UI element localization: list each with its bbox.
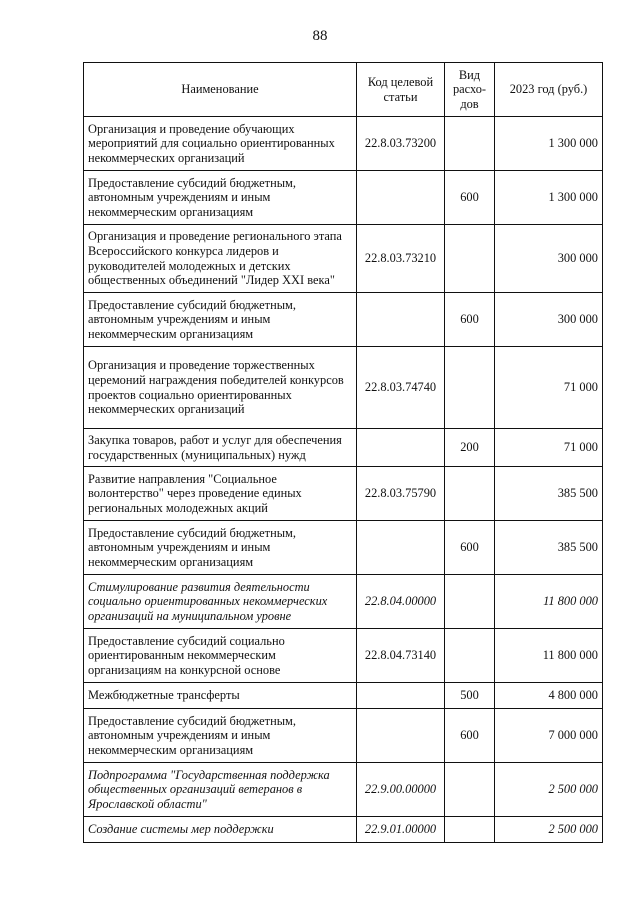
row-amount-cell: 11 800 000 xyxy=(495,629,603,683)
row-code-cell xyxy=(357,429,445,467)
header-type: Вид расхо-дов xyxy=(445,63,495,117)
table-row xyxy=(84,171,603,225)
table-row xyxy=(84,467,603,521)
row-type-cell xyxy=(445,629,495,683)
row-name-cell: Предоставление субсидий бюджетным, автономным учреждениям и иным некоммерческим организациям xyxy=(84,293,357,347)
header-amount: 2023 год (руб.) xyxy=(495,63,603,117)
row-name-cell: Предоставление субсидий бюджетным, автономным учреждениям и иным некоммерческим организациям xyxy=(84,709,357,763)
row-amount-cell: 11 800 000 xyxy=(495,575,603,629)
row-amount-cell: 300 000 xyxy=(495,293,603,347)
row-amount-cell: 71 000 xyxy=(495,429,603,467)
header-code: Код целевой статьи xyxy=(357,63,445,117)
row-amount-cell: 2 500 000 xyxy=(495,763,603,817)
row-code-cell: 22.9.00.00000 xyxy=(357,763,445,817)
row-code-cell: 22.8.03.74740 xyxy=(357,347,445,429)
table-row xyxy=(84,629,603,683)
table-row xyxy=(84,575,603,629)
row-type-cell xyxy=(445,817,495,843)
row-type-cell xyxy=(445,467,495,521)
row-type-cell xyxy=(445,225,495,293)
header-name: Наименование xyxy=(84,63,357,117)
row-name-cell: Организация и проведение обучающих мероприятий для социально ориентированных некоммерческих организаций xyxy=(84,117,357,171)
table-row xyxy=(84,347,603,429)
row-type-cell: 600 xyxy=(445,293,495,347)
row-code-cell: 22.9.01.00000 xyxy=(357,817,445,843)
row-code-cell: 22.8.03.75790 xyxy=(357,467,445,521)
table-row xyxy=(84,683,603,709)
row-code-cell xyxy=(357,709,445,763)
row-name-cell: Предоставление субсидий бюджетным, автономным учреждениям и иным некоммерческим организациям xyxy=(84,521,357,575)
row-name-cell: Предоставление субсидий бюджетным, автономным учреждениям и иным некоммерческим организациям xyxy=(84,171,357,225)
table-row xyxy=(84,429,603,467)
row-type-cell xyxy=(445,117,495,171)
row-name-cell: Межбюджетные трансферты xyxy=(84,683,357,709)
row-name-cell: Предоставление субсидий социально ориентированным некоммерческим организациям на конкурсной основе xyxy=(84,629,357,683)
table-body xyxy=(84,117,603,843)
row-amount-cell: 1 300 000 xyxy=(495,117,603,171)
row-amount-cell: 385 500 xyxy=(495,521,603,575)
row-code-cell xyxy=(357,293,445,347)
page-number: 88 xyxy=(312,28,328,44)
row-amount-cell: 7 000 000 xyxy=(495,709,603,763)
row-type-cell: 600 xyxy=(445,709,495,763)
row-type-cell xyxy=(445,763,495,817)
row-amount-cell: 4 800 000 xyxy=(495,683,603,709)
row-code-cell: 22.8.03.73200 xyxy=(357,117,445,171)
row-name-cell: Закупка товаров, работ и услуг для обеспечения государственных (муниципальных) нужд xyxy=(84,429,357,467)
row-code-cell xyxy=(357,683,445,709)
row-amount-cell: 71 000 xyxy=(495,347,603,429)
row-name-cell: Организация и проведение регионального этапа Всероссийского конкурса лидеров и руководителей молодежных и детских общественных объединений "Лидер XXI века" xyxy=(84,225,357,293)
row-name-cell: Развитие направления "Социальное волонтерство" через проведение единых региональных молодежных акций xyxy=(84,467,357,521)
row-type-cell xyxy=(445,347,495,429)
row-code-cell: 22.8.04.00000 xyxy=(357,575,445,629)
table-row xyxy=(84,709,603,763)
table-row xyxy=(84,225,603,293)
row-type-cell: 600 xyxy=(445,521,495,575)
budget-table xyxy=(83,62,603,843)
row-type-cell: 500 xyxy=(445,683,495,709)
row-code-cell: 22.8.04.73140 xyxy=(357,629,445,683)
row-type-cell xyxy=(445,575,495,629)
row-name-cell: Стимулирование развития деятельности социально ориентированных некоммерческих организаций на муниципальном уровне xyxy=(84,575,357,629)
row-amount-cell: 300 000 xyxy=(495,225,603,293)
table-row xyxy=(84,817,603,843)
row-name-cell: Подпрограмма "Государственная поддержка общественных организаций ветеранов в Ярославской области" xyxy=(84,763,357,817)
row-amount-cell: 1 300 000 xyxy=(495,171,603,225)
row-name-cell: Организация и проведение торжественных церемоний награждения победителей конкурсов проектов социально ориентированных некоммерческих организаций xyxy=(84,347,357,429)
row-code-cell: 22.8.03.73210 xyxy=(357,225,445,293)
row-amount-cell: 2 500 000 xyxy=(495,817,603,843)
table-row xyxy=(84,293,603,347)
table-row xyxy=(84,117,603,171)
row-type-cell: 200 xyxy=(445,429,495,467)
row-code-cell xyxy=(357,521,445,575)
table-row xyxy=(84,521,603,575)
row-type-cell: 600 xyxy=(445,171,495,225)
row-code-cell xyxy=(357,171,445,225)
row-name-cell: Создание системы мер поддержки xyxy=(84,817,357,843)
row-amount-cell: 385 500 xyxy=(495,467,603,521)
table-header-row xyxy=(84,63,603,117)
table-row xyxy=(84,763,603,817)
